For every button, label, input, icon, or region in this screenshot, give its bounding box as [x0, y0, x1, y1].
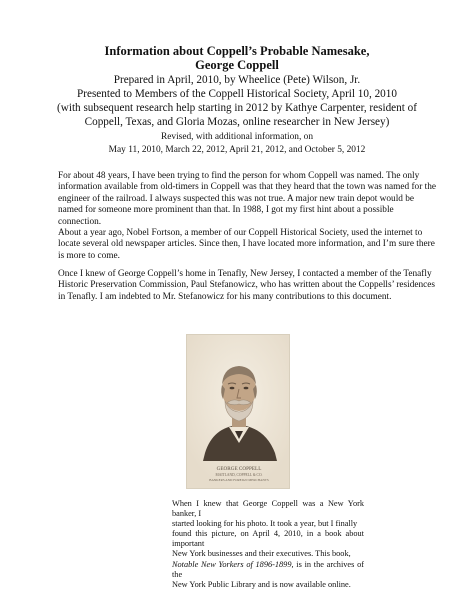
portrait-illustration — [187, 335, 290, 489]
caption-line: New York Public Library and is now available online. — [172, 579, 351, 589]
paragraph-2-line: in Tenafly. I am indebted to Mr. Stefanowicz for his many contributions to this document. — [58, 291, 392, 302]
research-help-line-2: Coppell, Texas, and Gloria Mozas, online researcher in New Jersey) — [84, 116, 390, 128]
portrait-firm-line-2: BANKERS AND FOREIGN MERCHANTS — [209, 478, 269, 482]
caption-line: New York businesses and their executives. This book, — [172, 549, 351, 559]
paragraph-2 — [58, 269, 438, 303]
caption-line: When I knew that George Coppell was a New York banker, I — [172, 499, 364, 519]
document-title-line-1: Information about Coppell’s Probable Namesake, — [104, 44, 370, 58]
paragraph-1-line: is more to come. — [58, 250, 120, 261]
prepared-by-line: Prepared in April, 2010, by Wheelice (Pete) Wilson, Jr. — [113, 74, 361, 86]
paragraph-2-line: Historic Preservation Commission, Paul Stefanowicz, who has written about the Coppells’ residences — [58, 280, 436, 291]
paragraph-1-line: For about 48 years, I have been trying to find the person for whom Coppell was named. The only — [58, 171, 420, 181]
document-title-line-2: George Coppell — [195, 58, 279, 72]
photo-caption — [172, 499, 364, 590]
caption-line: started looking for his photo. It took a year, but I finally — [172, 519, 358, 529]
paragraph-1-line: engineer of the railroad. I always suspected this was not true. A major new train depot would be — [58, 193, 415, 204]
caption-line-rest: is in the archives of the — [172, 559, 364, 579]
paragraph-1-line: locate several old newspaper articles. Since then, I have located more information, and I’m sure there — [58, 239, 435, 250]
caption-line: found this picture, on April 4, 2010, in a book about important — [172, 529, 364, 549]
paragraph-1 — [58, 171, 438, 262]
paragraph-2-line: Once I knew of George Coppell’s home in Tenafly, New Jersey, I contacted a member of the Tenafly — [58, 269, 432, 279]
george-coppell-portrait — [186, 334, 290, 489]
revised-line: Revised, with additional information, on — [160, 132, 314, 142]
presented-line: Presented to Members of the Coppell Historical Society, April 10, 2010 — [77, 88, 397, 100]
research-help-line-1: (with subsequent research help starting in 2012 by Kathye Carpenter, resident of — [57, 102, 417, 114]
portrait-firm-line-1: MAITLAND, COPPELL & CO. — [215, 473, 263, 477]
caption-line — [172, 560, 364, 580]
revision-dates-line: May 11, 2010, March 22, 2012, April 21, 2012, and October 5, 2012 — [108, 145, 366, 155]
paragraph-1-line: named for someone more prominent than that. In 1988, I got my first hint about a possible connection. — [58, 205, 394, 227]
book-title: Notable New Yorkers of 1896-1899, — [172, 559, 294, 569]
paragraph-1-line: About a year ago, Nobel Fortson, a member of our Coppell Historical Society, used the internet to — [58, 228, 423, 239]
paragraph-1-line: information available from old-timers in Coppell was that they heard that the town was named for the — [58, 182, 436, 193]
portrait-name-plate: GEORGE COPPELL — [216, 466, 262, 472]
